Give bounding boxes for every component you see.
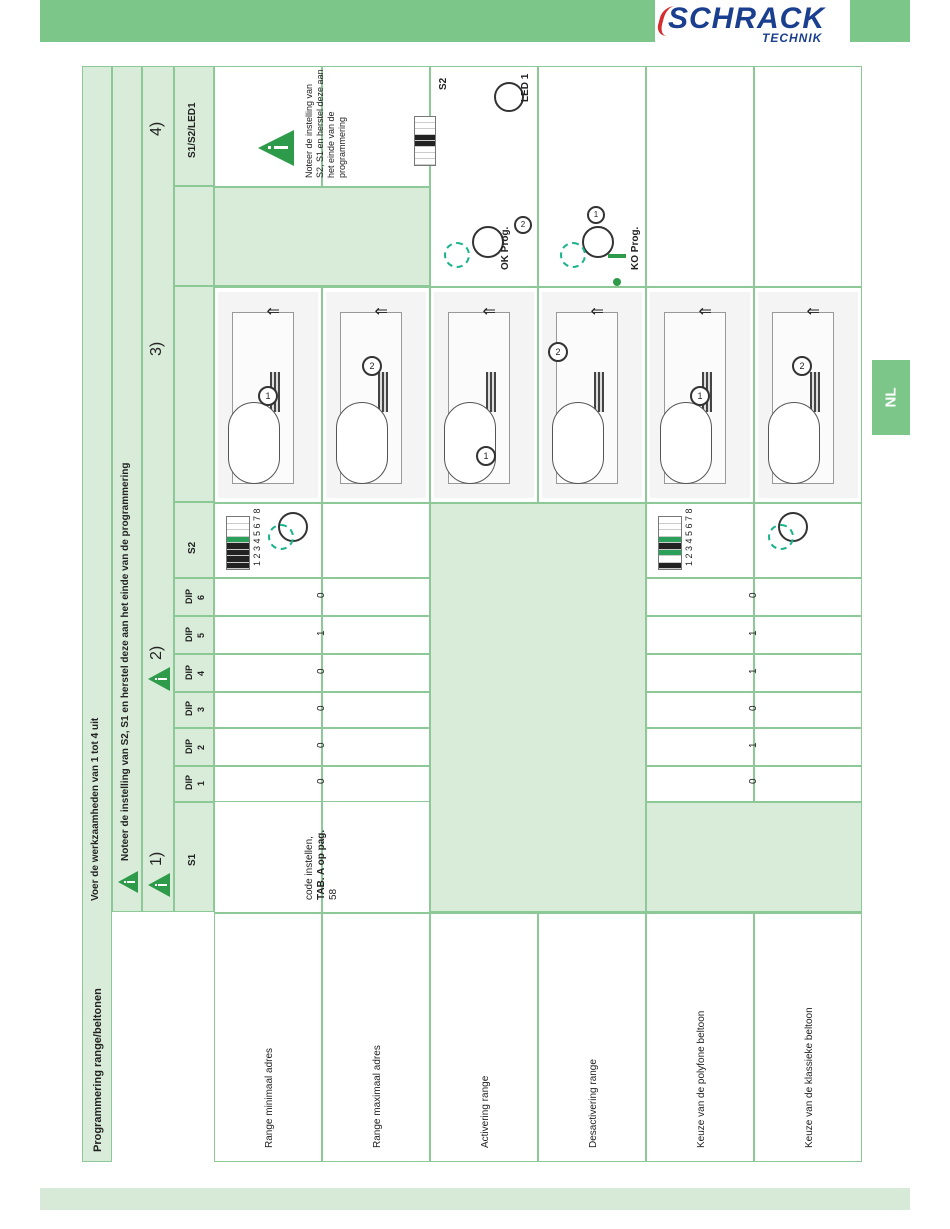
dip-header-4: DIP — [184, 664, 194, 680]
dip-header-2: DIP — [184, 738, 194, 754]
arrow-icon-r1: ⇑ — [266, 304, 283, 318]
instruction-line-2: Noteer de instelling van S2, S1 en herstel deze aan het einde van de programmering — [120, 462, 131, 861]
dip5-col-a — [174, 616, 430, 654]
dip-header-5: DIP — [184, 626, 194, 642]
step-3-label: 3) — [148, 341, 165, 356]
dip-switch-numbers-r1: 1 2 3 4 5 6 7 8 — [252, 508, 262, 566]
warning-icon — [116, 870, 140, 894]
arrow-icon-r5: ⇑ — [698, 304, 715, 318]
led-glow-icon-r6 — [768, 524, 794, 550]
sep-ok — [214, 186, 430, 188]
s3-label-cell-a — [174, 186, 214, 286]
header-strip-2 — [142, 66, 174, 912]
marker-2-r4: 2 — [548, 342, 568, 362]
ok-prog-label: OK Prog. — [500, 226, 511, 270]
dip-a-5: 1 — [316, 630, 327, 636]
arrow-icon-r2: ⇑ — [374, 304, 391, 318]
col-label-s2: S2 — [187, 541, 198, 554]
col-label-s1s2led1: S1/S2/LED1 — [187, 102, 198, 158]
dip-switch-icon-r5 — [658, 516, 682, 570]
warning-icon-step2 — [146, 666, 172, 692]
dip-a-6: 0 — [316, 592, 327, 598]
dip-header-6: DIP — [184, 588, 194, 604]
dip-header-5-num: 5 — [196, 632, 206, 638]
ok-marker-2: 2 — [514, 216, 532, 234]
dip3-col-a — [174, 692, 430, 728]
language-label: NL — [882, 387, 900, 408]
dip-header-4-num: 4 — [196, 670, 206, 676]
dip-header-3: DIP — [184, 700, 194, 716]
dip-b-2: 1 — [748, 742, 759, 748]
step-1-label: 1) — [148, 851, 165, 866]
dip4-col-a — [174, 654, 430, 692]
sep-label — [214, 912, 862, 914]
row-label-2: Range maximaal adres — [372, 1045, 383, 1148]
page-title: Programmering range/beltonen — [92, 988, 104, 1152]
led-glow-icon-r2 — [268, 524, 294, 550]
dip-a-2: 0 — [316, 742, 327, 748]
dip-a-1: 0 — [316, 778, 327, 784]
row-label-5: Keuze van de polyfone beltoon — [696, 1010, 707, 1148]
step4-note: Noteer de instelling van S2, S1 en herstel deze aan het einde van de programmering — [304, 69, 347, 178]
arrow-icon-r3: ⇑ — [482, 304, 499, 318]
sep-photo — [214, 286, 862, 288]
col-label-s1: S1 — [187, 853, 198, 866]
ko-warning-icon — [606, 250, 628, 290]
language-tab — [872, 360, 910, 435]
brand-logo-sub: TECHNIK — [762, 31, 823, 45]
dip1-col-b — [646, 766, 862, 802]
dip-b-6: 0 — [748, 592, 759, 598]
merged-cell-ok-top — [214, 186, 430, 286]
dip-switch-numbers-r5: 1 2 3 4 5 6 7 8 — [684, 508, 694, 566]
row-label-3: Activering range — [480, 1075, 491, 1148]
dip-b-1: 0 — [748, 778, 759, 784]
merged-cell-s1-bottom — [646, 802, 862, 912]
dip1-col-a — [174, 766, 430, 802]
dip-header-1-num: 1 — [196, 780, 206, 786]
dip-header-1: DIP — [184, 774, 194, 790]
s2-label-cell — [174, 502, 214, 578]
step4-note-wrap — [300, 68, 384, 182]
photo-r2 — [326, 292, 426, 498]
step-2-label: 2) — [148, 645, 165, 660]
ko-prog-label: KO Prog. — [630, 226, 641, 270]
sep-s2 — [214, 502, 862, 504]
row-label-6: Keuze van de klassieke beltoon — [804, 1007, 815, 1148]
step4-led-label: LED 1 — [520, 73, 531, 102]
dip-header-2-num: 2 — [196, 744, 206, 750]
ok-glow-icon — [444, 242, 470, 268]
s1-note-line-2: TAB. A op pag. — [316, 829, 327, 900]
warning-icon-step1 — [146, 872, 172, 898]
dip6-col-a — [174, 578, 430, 616]
arrow-icon-r6: ⇑ — [806, 304, 823, 318]
brand-logo: SCHRACK — [668, 2, 825, 35]
photo-r6 — [758, 292, 858, 498]
marker-2-r2: 2 — [362, 356, 382, 376]
ko-glow-icon — [560, 242, 586, 268]
marker-1-r5: 1 — [690, 386, 710, 406]
footer-bar — [40, 1188, 910, 1210]
marker-2-r6: 2 — [792, 356, 812, 376]
step4-s2-label: S2 — [438, 77, 449, 90]
row-label-1: Range minimaal adres — [264, 1047, 275, 1148]
dip2-col-a — [174, 728, 430, 766]
dip-b-4: 1 — [748, 668, 759, 674]
arrow-icon-r4: ⇑ — [590, 304, 607, 318]
programming-table — [82, 66, 862, 1162]
photo-r4 — [542, 292, 642, 498]
row-label-4: Desactivering range — [588, 1059, 599, 1148]
step4-dip-switch-icon — [414, 116, 436, 166]
s2-cell-r2 — [322, 502, 430, 578]
ko-marker-1: 1 — [587, 206, 605, 224]
dip-a-4: 0 — [316, 668, 327, 674]
dip-b-5: 1 — [748, 630, 759, 636]
dip-b-3: 0 — [748, 705, 759, 711]
dip-switch-icon-r1 — [226, 516, 250, 570]
photo-r3 — [434, 292, 534, 498]
s1-note-line-1: code instellen, — [304, 836, 315, 900]
marker-1-r1: 1 — [258, 386, 278, 406]
dip-header-3-num: 3 — [196, 706, 206, 712]
instruction-line-1: Voer de werkzaamheden van 1 tot 4 uit — [90, 717, 101, 901]
s1-note-line-3: 58 — [328, 888, 339, 900]
merged-cell-act — [430, 502, 646, 912]
step4-warning-icon — [256, 128, 296, 168]
dip-a-3: 0 — [316, 705, 327, 711]
s3-label-cell-b — [174, 286, 214, 502]
marker-1-r3: 1 — [476, 446, 496, 466]
dip-header-6-num: 6 — [196, 594, 206, 600]
step-4-label: 4) — [148, 121, 165, 136]
